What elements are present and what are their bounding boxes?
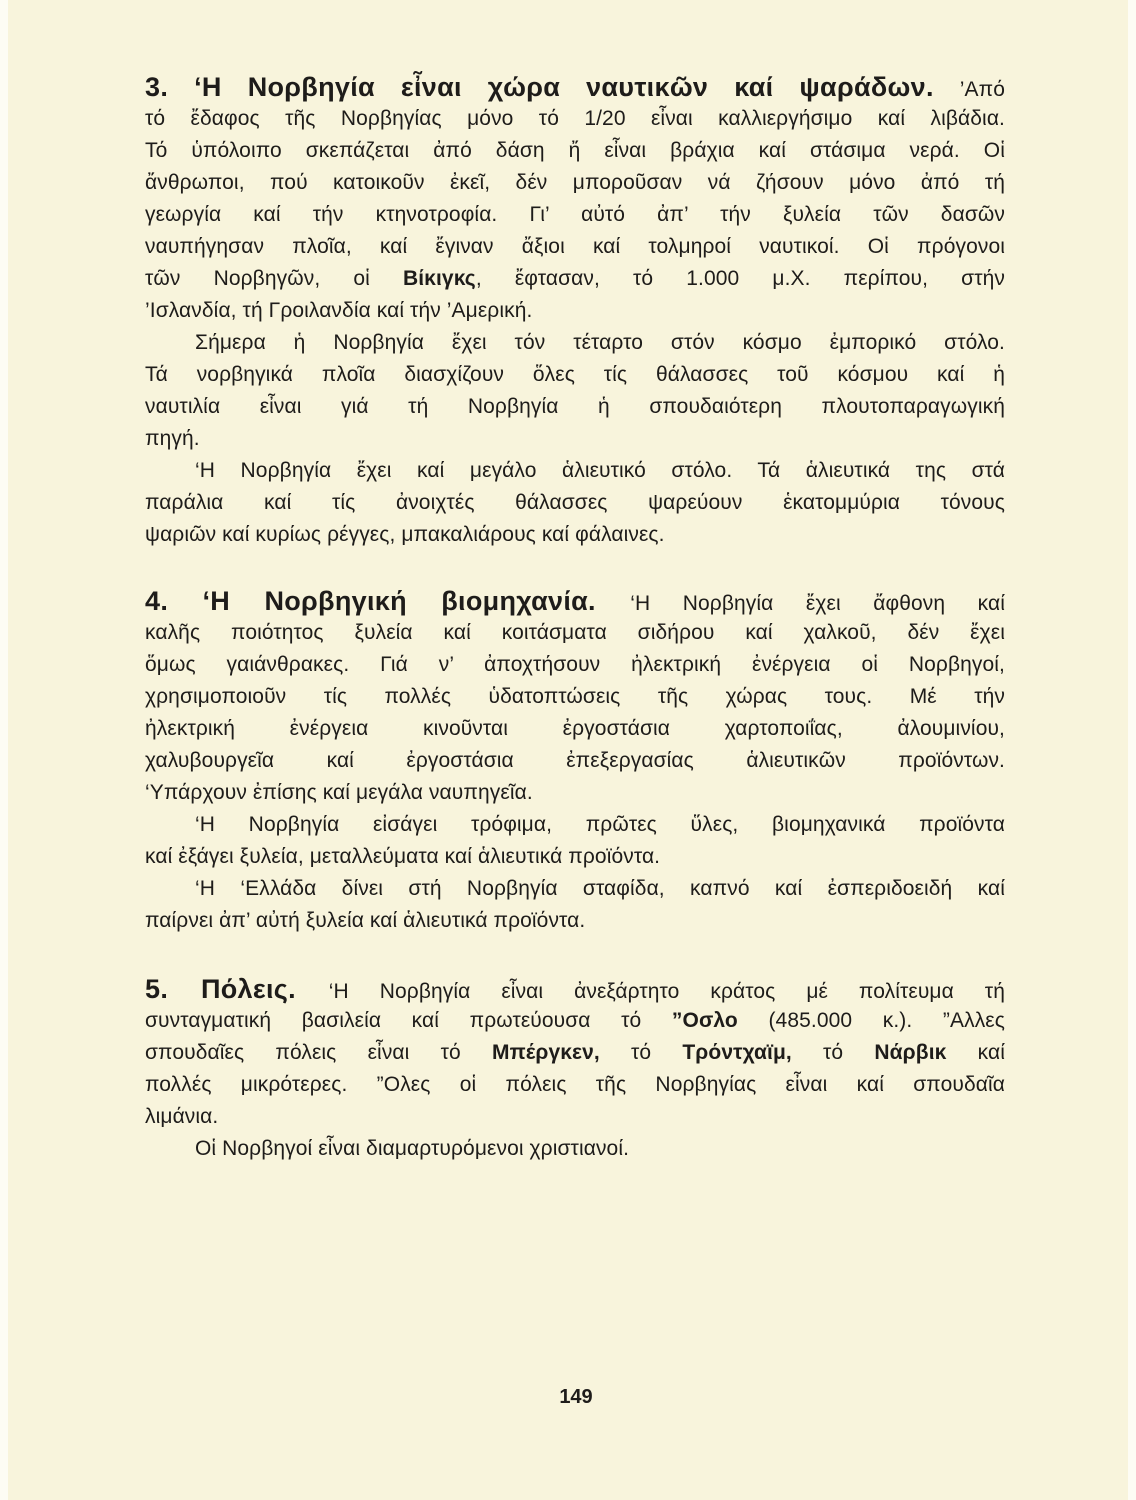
- book-page: [8, 0, 1128, 1500]
- section-5-cities: [145, 973, 1005, 1165]
- text-line: [145, 199, 1005, 231]
- section-heading: 3. ‘Η Νορβηγία εἶναι χώρα ναυτικῶν καί ψαράδων.: [145, 72, 960, 102]
- text-line: [145, 391, 1005, 423]
- text-run: τῶν Νορβηγῶν, οἱ: [145, 267, 403, 290]
- text-line: [145, 295, 1005, 327]
- text-line: [145, 519, 1005, 551]
- text-line: [145, 617, 1005, 649]
- text-run: χαλυβουργεῖα καί ἐργοστάσια ἐπεξεργασίας ἁλιευτικῶν προϊόντων.: [145, 749, 1005, 772]
- text-run: συνταγματική βασιλεία καί πρωτεύουσα τό: [145, 1009, 672, 1032]
- text-run: τό: [791, 1041, 875, 1064]
- text-line: [145, 585, 1005, 617]
- text-run: ἠλεκτρική ἐνέργεια κινοῦνται ἐργοστάσια χαρτοποιΐας, ἀλουμινίου,: [145, 717, 1005, 740]
- text-run: , ἔφτασαν, τό 1.000 μ.Χ. περίπου, στήν: [475, 267, 1005, 290]
- text-run: Τά νορβηγικά πλοῖα διασχίζουν ὅλες τίς θάλασσες τοῦ κόσμου καί ἡ: [145, 363, 1005, 386]
- text-line: [145, 487, 1005, 519]
- text-run: τό ἔδαφος τῆς Νορβηγίας μόνο τό 1/20 εἶναι καλλιεργήσιμο καί λιβάδια.: [145, 107, 1005, 130]
- text-line: [145, 1005, 1005, 1037]
- text-run: ‘Η Νορβηγία ἔχει καί μεγάλο ἁλιευτικό στόλο. Τά ἁλιευτικά της στά: [195, 459, 1005, 482]
- text-run: ‘Η ‘Ελλάδα δίνει στή Νορβηγία σταφίδα, καπνό καί ἐσπεριδοειδή καί: [195, 877, 1005, 900]
- text-line: [145, 1069, 1005, 1101]
- text-line: [145, 231, 1005, 263]
- bold-term: Νάρβικ: [874, 1041, 947, 1064]
- text-run: χρησιμοποιοῦν τίς πολλές ὑδατοπτώσεις τῆς χώρας τους. Μέ τήν: [145, 685, 1005, 708]
- text-line: [145, 1101, 1005, 1133]
- text-run: ναυτιλία εἶναι γιά τή Νορβηγία ἡ σπουδαιότερη πλουτοπαραγωγική: [145, 395, 1005, 418]
- text-run: καί: [946, 1041, 1005, 1064]
- text-line: [145, 905, 1005, 937]
- text-run: λιμάνια.: [145, 1105, 219, 1128]
- text-run: (485.000 κ.). ”Αλλες: [737, 1009, 1005, 1032]
- text-line: [145, 1133, 1005, 1165]
- text-line: [145, 973, 1005, 1005]
- text-line: [145, 873, 1005, 905]
- text-run: ’Ισλανδία, τή Γροιλανδία καί τήν ’Αμερική.: [145, 299, 533, 322]
- text-line: [145, 167, 1005, 199]
- text-run: ναυπήγησαν πλοῖα, καί ἔγιναν ἄξιοι καί τολμηροί ναυτικοί. Οἱ πρόγονοι: [145, 235, 1005, 258]
- text-run: τό: [599, 1041, 683, 1064]
- section-3-norway-sailors-fishermen: [145, 71, 1005, 551]
- text-run: πολλές μικρότερες. ”Ολες οἱ πόλεις τῆς Νορβηγίας εἶναι καί σπουδαῖα: [145, 1073, 1005, 1096]
- text-line: [145, 135, 1005, 167]
- bold-term: Τρόντχαϊμ,: [682, 1041, 792, 1064]
- text-line: [145, 423, 1005, 455]
- text-line: [145, 103, 1005, 135]
- text-run: Σήμερα ἡ Νορβηγία ἔχει τόν τέταρτο στόν κόσμο ἐμπορικό στόλο.: [195, 331, 1005, 354]
- section-4-norwegian-industry: [145, 585, 1005, 937]
- text-line: [145, 263, 1005, 295]
- text-line: [145, 841, 1005, 873]
- text-line: [145, 455, 1005, 487]
- bold-term: Μπέργκεν,: [492, 1041, 600, 1064]
- text-run: ‘Υπάρχουν ἐπίσης καί μεγάλα ναυπηγεῖα.: [145, 781, 533, 804]
- text-run: παράλια καί τίς ἀνοιχτές θάλασσες ψαρεύουν ἑκατομμύρια τόνους: [145, 491, 1005, 514]
- page-number: 149: [559, 1386, 593, 1408]
- section-heading: 4. ‘Η Νορβηγική βιομηχανία.: [145, 586, 631, 616]
- text-run: πηγή.: [145, 427, 200, 450]
- bold-term: ”Οσλο: [671, 1009, 738, 1032]
- text-run: ‘Η Νορβηγία εἰσάγει τρόφιμα, πρῶτες ὕλες, βιομηχανικά προϊόντα: [195, 813, 1005, 836]
- text-run: καί ἐξάγει ξυλεία, μεταλλεύματα καί ἁλιευτικά προϊόντα.: [145, 845, 661, 868]
- text-run: ‘Η Νορβηγία εἶναι ἀνεξάρτητο κράτος μέ πολίτευμα τή: [328, 980, 1005, 1003]
- text-run: ψαριῶν καί κυρίως ρέγγες, μπακαλιάρους καί φάλαινες.: [145, 523, 665, 546]
- bold-term: Βίκιγκς: [402, 267, 476, 290]
- text-run: Οἱ Νορβηγοί εἶναι διαμαρτυρόμενοι χριστιανοί.: [195, 1137, 630, 1160]
- text-run: ‘Η Νορβηγία ἔχει ἄφθονη καί: [630, 592, 1005, 615]
- text-run: καλῆς ποιότητος ξυλεία καί κοιτάσματα σιδήρου καί χαλκοῦ, δέν ἔχει: [145, 621, 1005, 644]
- text-line: [145, 71, 1005, 103]
- text-line: [145, 359, 1005, 391]
- text-line: [145, 745, 1005, 777]
- text-run: ὅμως γαιάνθρακες. Γιά ν’ ἀποχτήσουν ἠλεκτρική ἐνέργεια οἱ Νορβηγοί,: [145, 653, 1005, 676]
- text-run: ’Από: [959, 78, 1005, 101]
- section-heading: 5. Πόλεις.: [145, 974, 329, 1004]
- text-run: Τό ὑπόλοιπο σκεπάζεται ἀπό δάση ἤ εἶναι βράχια καί στάσιμα νερά. Οἱ: [145, 139, 1005, 162]
- text-line: [145, 681, 1005, 713]
- text-run: παίρνει ἀπ’ αὐτή ξυλεία καί ἁλιευτικά προϊόντα.: [145, 909, 586, 932]
- text-line: [145, 809, 1005, 841]
- text-run: ἄνθρωποι, πού κατοικοῦν ἐκεῖ, δέν μποροῦσαν νά ζήσουν μόνο ἀπό τή: [145, 171, 1005, 194]
- text-run: γεωργία καί τήν κτηνοτροφία. Γι’ αὐτό ἀπ’ τήν ξυλεία τῶν δασῶν: [145, 203, 1005, 226]
- text-line: [145, 713, 1005, 745]
- text-line: [145, 649, 1005, 681]
- text-line: [145, 1037, 1005, 1069]
- text-line: [145, 327, 1005, 359]
- text-run: σπουδαῖες πόλεις εἶναι τό: [145, 1041, 492, 1064]
- text-line: [145, 777, 1005, 809]
